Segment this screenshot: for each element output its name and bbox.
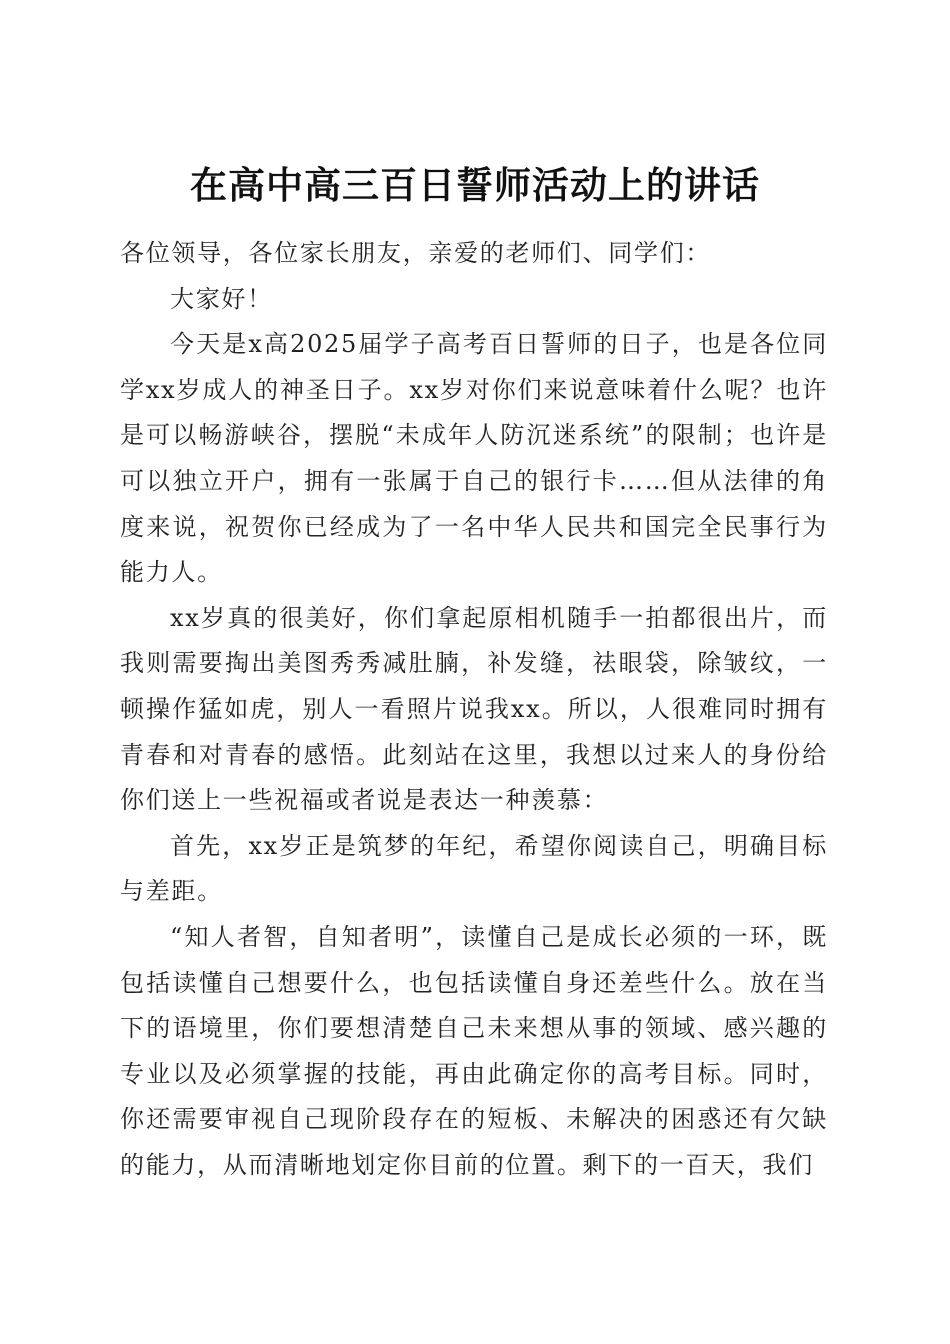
document-title: 在高中高三百日誓师活动上的讲话 [190, 162, 760, 207]
paragraph: 首先，xx岁正是筑梦的年纪，希望你阅读自己，明确目标与差距。 [120, 831, 828, 906]
salutation: 各位领导，各位家长朋友，亲爱的老师们、同学们： [120, 239, 712, 267]
paragraph: “知人者智，自知者明”，读懂自己是成长必须的一环，既包括读懂自己想要什么，也包括读懂自身还差些什么。放在当下的语境里，你们要想清楚自己未来想从事的领域、感兴趣的专业以及必须掌握的技能，再由此确定你的高考目标。同时，你还需要审视自己现阶段存在的短板、未解决的困惑还有欠缺的能力，从而清晰地划定你目前的位置。剩下的一百天，我们 [120, 922, 828, 1179]
paragraph: 今天是x高2025届学子高考百日誓师的日子，也是各位同学xx岁成人的神圣日子。xx岁对你们来说意味着什么呢？也许是可以畅游峡谷，摆脱“未成年人防沉迷系统”的限制；也许是可以独立开户，拥有一张属于自己的银行卡……但从法律的角度来说，祝贺你已经成为了一名中华人民共和国完全民事行为能力人。 [120, 330, 828, 587]
paragraph: xx岁真的很美好，你们拿起原相机随手一拍都很出片，而我则需要掏出美图秀秀减肚腩，补发缝，祛眼袋，除皱纹，一顿操作猛如虎，别人一看照片说我xx。所以，人很难同时拥有青春和对青春的感悟。此刻站在这里，我想以过来人的身份给你们送上一些祝福或者说是表达一种羡慕： [120, 603, 828, 815]
document-body [120, 231, 828, 1188]
paragraph-greeting: 大家好！ [170, 284, 273, 313]
